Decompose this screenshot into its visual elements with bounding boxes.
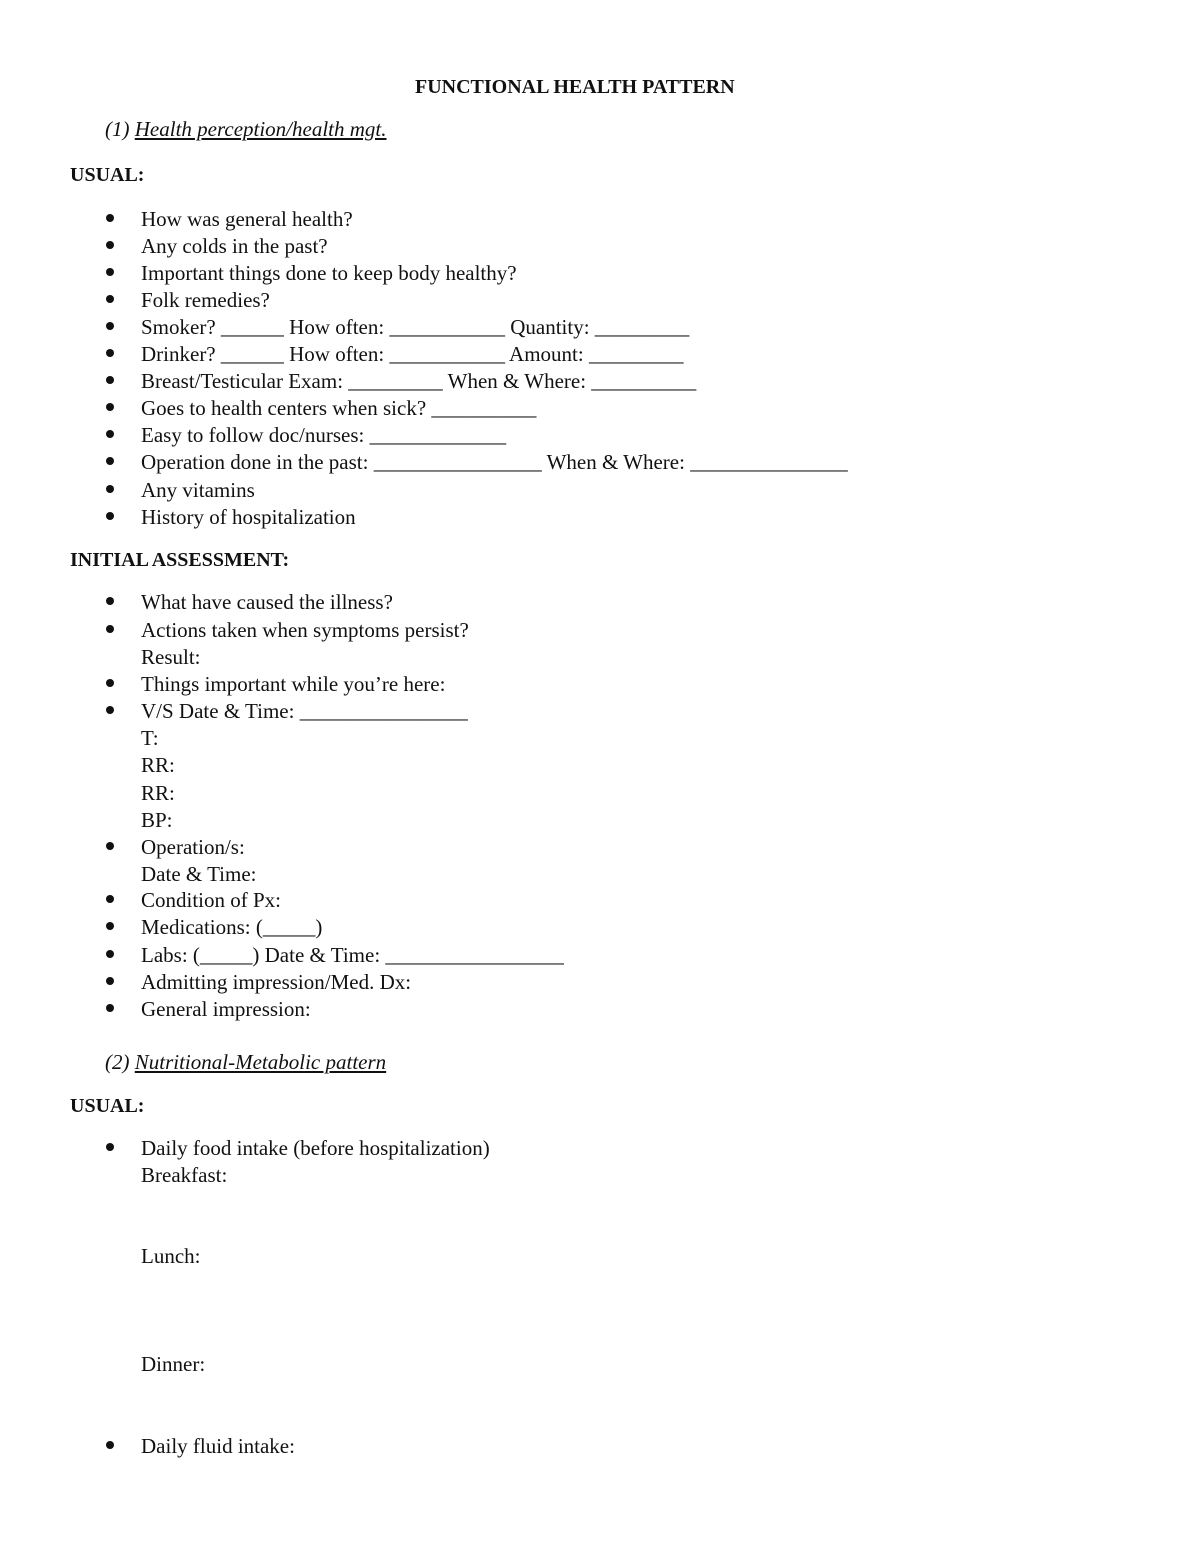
list-item: How was general health? xyxy=(141,207,353,231)
bullet xyxy=(106,597,114,605)
list-item: Actions taken when symptoms persist? xyxy=(141,618,469,642)
list-item: Operation/s: xyxy=(141,835,245,859)
bullet xyxy=(106,430,114,438)
list-item: Drinker? ______ How often: ___________ Amount: _________ xyxy=(141,342,684,366)
list-item: Folk remedies? xyxy=(141,288,270,312)
list-item: Any vitamins xyxy=(141,478,255,502)
list-item: Smoker? ______ How often: ___________ Quantity: _________ xyxy=(141,315,690,339)
list-item: Any colds in the past? xyxy=(141,234,328,258)
bullet xyxy=(106,1441,114,1449)
usual-heading-2: USUAL: xyxy=(70,1095,145,1117)
usual-heading: USUAL: xyxy=(70,164,145,186)
bullet xyxy=(106,322,114,330)
list-item: V/S Date & Time: ________________ xyxy=(141,699,468,723)
list-subitem: Lunch: xyxy=(141,1244,201,1268)
bullet xyxy=(106,295,114,303)
bullet xyxy=(106,403,114,411)
document-title: FUNCTIONAL HEALTH PATTERN xyxy=(415,76,735,98)
list-subitem: T: xyxy=(141,726,159,750)
list-item: History of hospitalization xyxy=(141,505,356,529)
bullet xyxy=(106,457,114,465)
initial-assessment-heading: INITIAL ASSESSMENT: xyxy=(70,549,290,571)
list-subitem: RR: xyxy=(141,753,175,777)
bullet xyxy=(106,241,114,249)
bullet xyxy=(106,950,114,958)
section-2-title xyxy=(105,1052,386,1073)
bullet xyxy=(106,1004,114,1012)
bullet xyxy=(106,512,114,520)
list-item: Important things done to keep body healthy? xyxy=(141,261,517,285)
bullet xyxy=(106,679,114,687)
bullet xyxy=(106,485,114,493)
list-item: Breast/Testicular Exam: _________ When & Where: __________ xyxy=(141,369,697,393)
section-1-title-text: Health perception/health mgt. xyxy=(134,117,387,141)
bullet xyxy=(106,214,114,222)
bullet xyxy=(106,268,114,276)
list-item: Operation done in the past: ________________ When & Where: _______________ xyxy=(141,450,848,474)
bullet xyxy=(106,349,114,357)
list-item: Daily fluid intake: xyxy=(141,1434,295,1458)
list-subitem: Date & Time: xyxy=(141,862,257,886)
section-2-title-text: Nutritional-Metabolic pattern xyxy=(134,1050,387,1074)
list-item: Daily food intake (before hospitalization) xyxy=(141,1136,490,1160)
list-item: Easy to follow doc/nurses: _____________ xyxy=(141,423,507,447)
list-item: Things important while you’re here: xyxy=(141,672,446,696)
list-item: Admitting impression/Med. Dx: xyxy=(141,970,412,994)
list-subitem: Dinner: xyxy=(141,1352,206,1376)
list-subitem: RR: xyxy=(141,781,175,805)
section-1-title xyxy=(105,119,387,140)
list-item: Medications: (_____) xyxy=(141,915,323,939)
section-2-number: (2) xyxy=(105,1050,130,1074)
bullet xyxy=(106,895,114,903)
bullet xyxy=(106,977,114,985)
bullet xyxy=(106,625,114,633)
list-item: General impression: xyxy=(141,997,311,1021)
list-subitem: BP: xyxy=(141,808,173,832)
bullet xyxy=(106,376,114,384)
list-subitem: Breakfast: xyxy=(141,1163,228,1187)
bullet xyxy=(106,922,114,930)
list-item: What have caused the illness? xyxy=(141,590,393,614)
bullet xyxy=(106,706,114,714)
bullet xyxy=(106,1143,114,1151)
list-item: Goes to health centers when sick? __________ xyxy=(141,396,537,420)
list-item: Condition of Px: xyxy=(141,888,282,912)
bullet xyxy=(106,842,114,850)
list-item: Labs: (_____) Date & Time: _________________ xyxy=(141,943,564,967)
section-1-number: (1) xyxy=(105,117,130,141)
list-subitem: Result: xyxy=(141,645,201,669)
